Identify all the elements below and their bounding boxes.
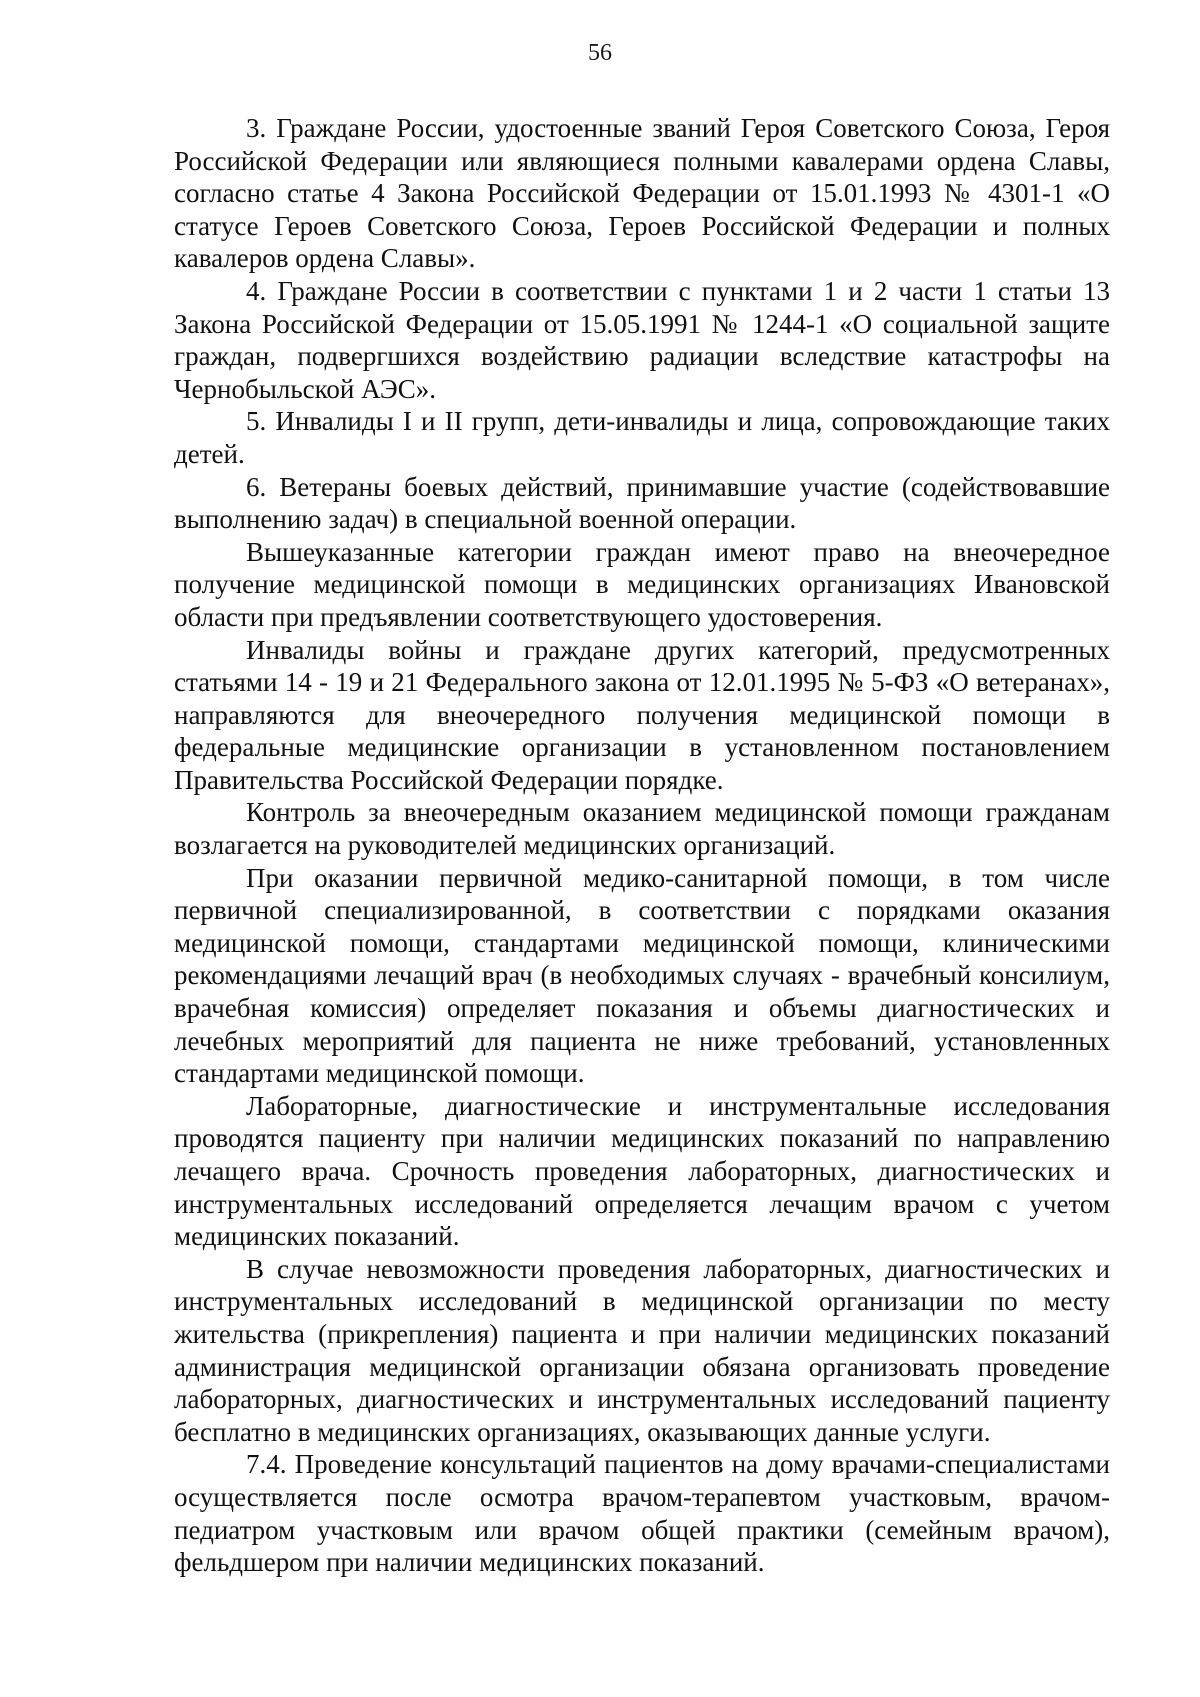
paragraph-lab-research: Лабораторные, диагностические и инструментальные исследования проводятся пациенту при наличии медицинских показаний по направлению лечащего врача. Срочность проведения лабораторных, диагностических и инструментальных исследований определяется лечащим врачом с учетом медицинских показаний. — [174, 1090, 1110, 1252]
document-body — [174, 112, 1110, 1579]
paragraph-priority-right: Вышеуказанные категории граждан имеют право на внеочередное получение медицинской помощи в медицинских организациях Ивановской области при предъявлении соответствующего удостоверения. — [174, 536, 1110, 632]
paragraph-item-5-disabled: 5. Инвалиды I и II групп, дети-инвалиды и лица, сопровождающие таких детей. — [174, 406, 1110, 469]
paragraph-control: Контроль за внеочередным оказанием медицинской помощи гражданам возлагается на руководителей медицинских организаций. — [174, 797, 1110, 861]
paragraph-primary-care: При оказании первичной медико-санитарной помощи, в том числе первичной специализированной, в соответствии с порядками оказания медицинской помощи, стандартами медицинской помощи, клиническими рекомендациями лечащий врач (в необходимых случаях - врачебный консилиум, врачебная комиссия) определяет показания и объемы диагностических и лечебных мероприятий для пациента не ниже требований, установленных стандартами медицинской помощи. — [174, 862, 1110, 1089]
paragraph-research-impossibility: В случае невозможности проведения лабораторных, диагностических и инструментальных исследований в медицинской организации по месту жительства (прикрепления) пациента и при наличии медицинских показаний администрация медицинской организации обязана организовать проведение лабораторных, диагностических и инструментальных исследований пациенту бесплатно в медицинских организациях, оказывающих данные услуги. — [174, 1253, 1110, 1447]
paragraph-7-4-home-consultations: 7.4. Проведение консультаций пациентов на дому врачами-специалистами осуществляется после осмотра врачом-терапевтом участковым, врачом-педиатром участковым или врачом общей практики (семейным врачом), фельдшером при наличии медицинских показаний. — [174, 1449, 1110, 1578]
paragraph-item-3-heroes: 3. Граждане России, удостоенные званий Героя Советского Союза, Героя Российской Федерации или являющиеся полными кавалерами ордена Славы, согласно статье 4 Закона Российской Федерации от 15.01.1993 № 4301-1 «О статусе Героев Советского Союза, Героев Российской Федерации и полных кавалеров ордена Славы». — [174, 113, 1110, 274]
paragraph-item-4-chernobyl: 4. Граждане России в соответствии с пунктами 1 и 2 части 1 статьи 13 Закона Российской Федерации от 15.05.1991 № 1244-1 «О социальной защите граждан, подвергшихся воздействию радиации вследствие катастрофы на Чернобыльской АЭС». — [174, 275, 1110, 404]
paragraph-war-invalids: Инвалиды войны и граждане других категорий, предусмотренных статьями 14 - 19 и 21 Федерального закона от 12.01.1995 № 5-ФЗ «О ветеранах», направляются для внеочередного получения медицинской помощи в федеральные медицинские организации в установленном постановлением Правительства Российской Федерации порядке. — [174, 634, 1110, 795]
page-number: 56 — [588, 40, 612, 66]
paragraph-item-6-veterans: 6. Ветераны боевых действий, принимавшие участие (содействовавшие выполнению задач) в специальной военной операции. — [174, 471, 1110, 535]
